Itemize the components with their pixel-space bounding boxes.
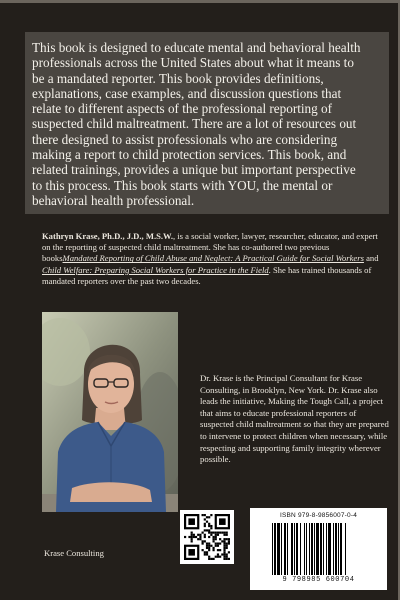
barcode-bars — [272, 523, 365, 575]
previous-book-2-title: Child Welfare: Preparing Social Workers for Practice in the Field — [42, 264, 269, 275]
author-note: Dr. Krase is the Principal Consultant for Krase Consulting, in Brooklyn, New York. Dr. Krase also leads the initiative, Making the Tough Call, a project that aims to educate professional reporters of suspected child maltreatment so that they are prepared to intervene to protect children when necessary, while respecting and supporting family integrity wherever possible. — [200, 373, 389, 465]
book-blurb: This book is designed to educate mental and behavioral health professionals across the United States about what it means to be a mandated reporter. This book provides definitions, explanations, case examples, and discussion questions that relate to different aspects of the professional reporting of suspected child maltreatment. There are a lot of resources out there designed to assist professionals who are considering making a report to child protection services. This book, and related trainings, provides a unique but important perspective to this process. This book starts with YOU, the mental or behavioral health professional. — [32, 40, 361, 208]
bio-intro: , is a social worker, lawyer, researcher, educator, and expert on the reporting of suspected child maltreatment. She has co-authored two previous books — [42, 231, 378, 264]
bio-and: and — [363, 253, 379, 264]
author-name: Kathryn Krase, Ph.D., J.D., M.S.W. — [42, 231, 173, 241]
qr-code — [180, 510, 234, 564]
barcode-number: 9 798985 600704 — [282, 576, 355, 584]
previous-book-1-title: Mandated Reporting of Child Abuse and Neglect: A Practical Guide for Social Workers — [62, 253, 364, 264]
isbn-label: ISBN 979-8-9856007-0-4 — [279, 512, 358, 519]
bio-outro: . She has trained thousands of mandated reporters over the past two decades. — [42, 264, 372, 286]
isbn-barcode-block — [250, 508, 387, 590]
author-photo — [42, 312, 178, 512]
publisher-name: Krase Consulting — [44, 548, 104, 558]
cover-top-edge — [0, 0, 400, 3]
author-bio — [42, 231, 382, 287]
